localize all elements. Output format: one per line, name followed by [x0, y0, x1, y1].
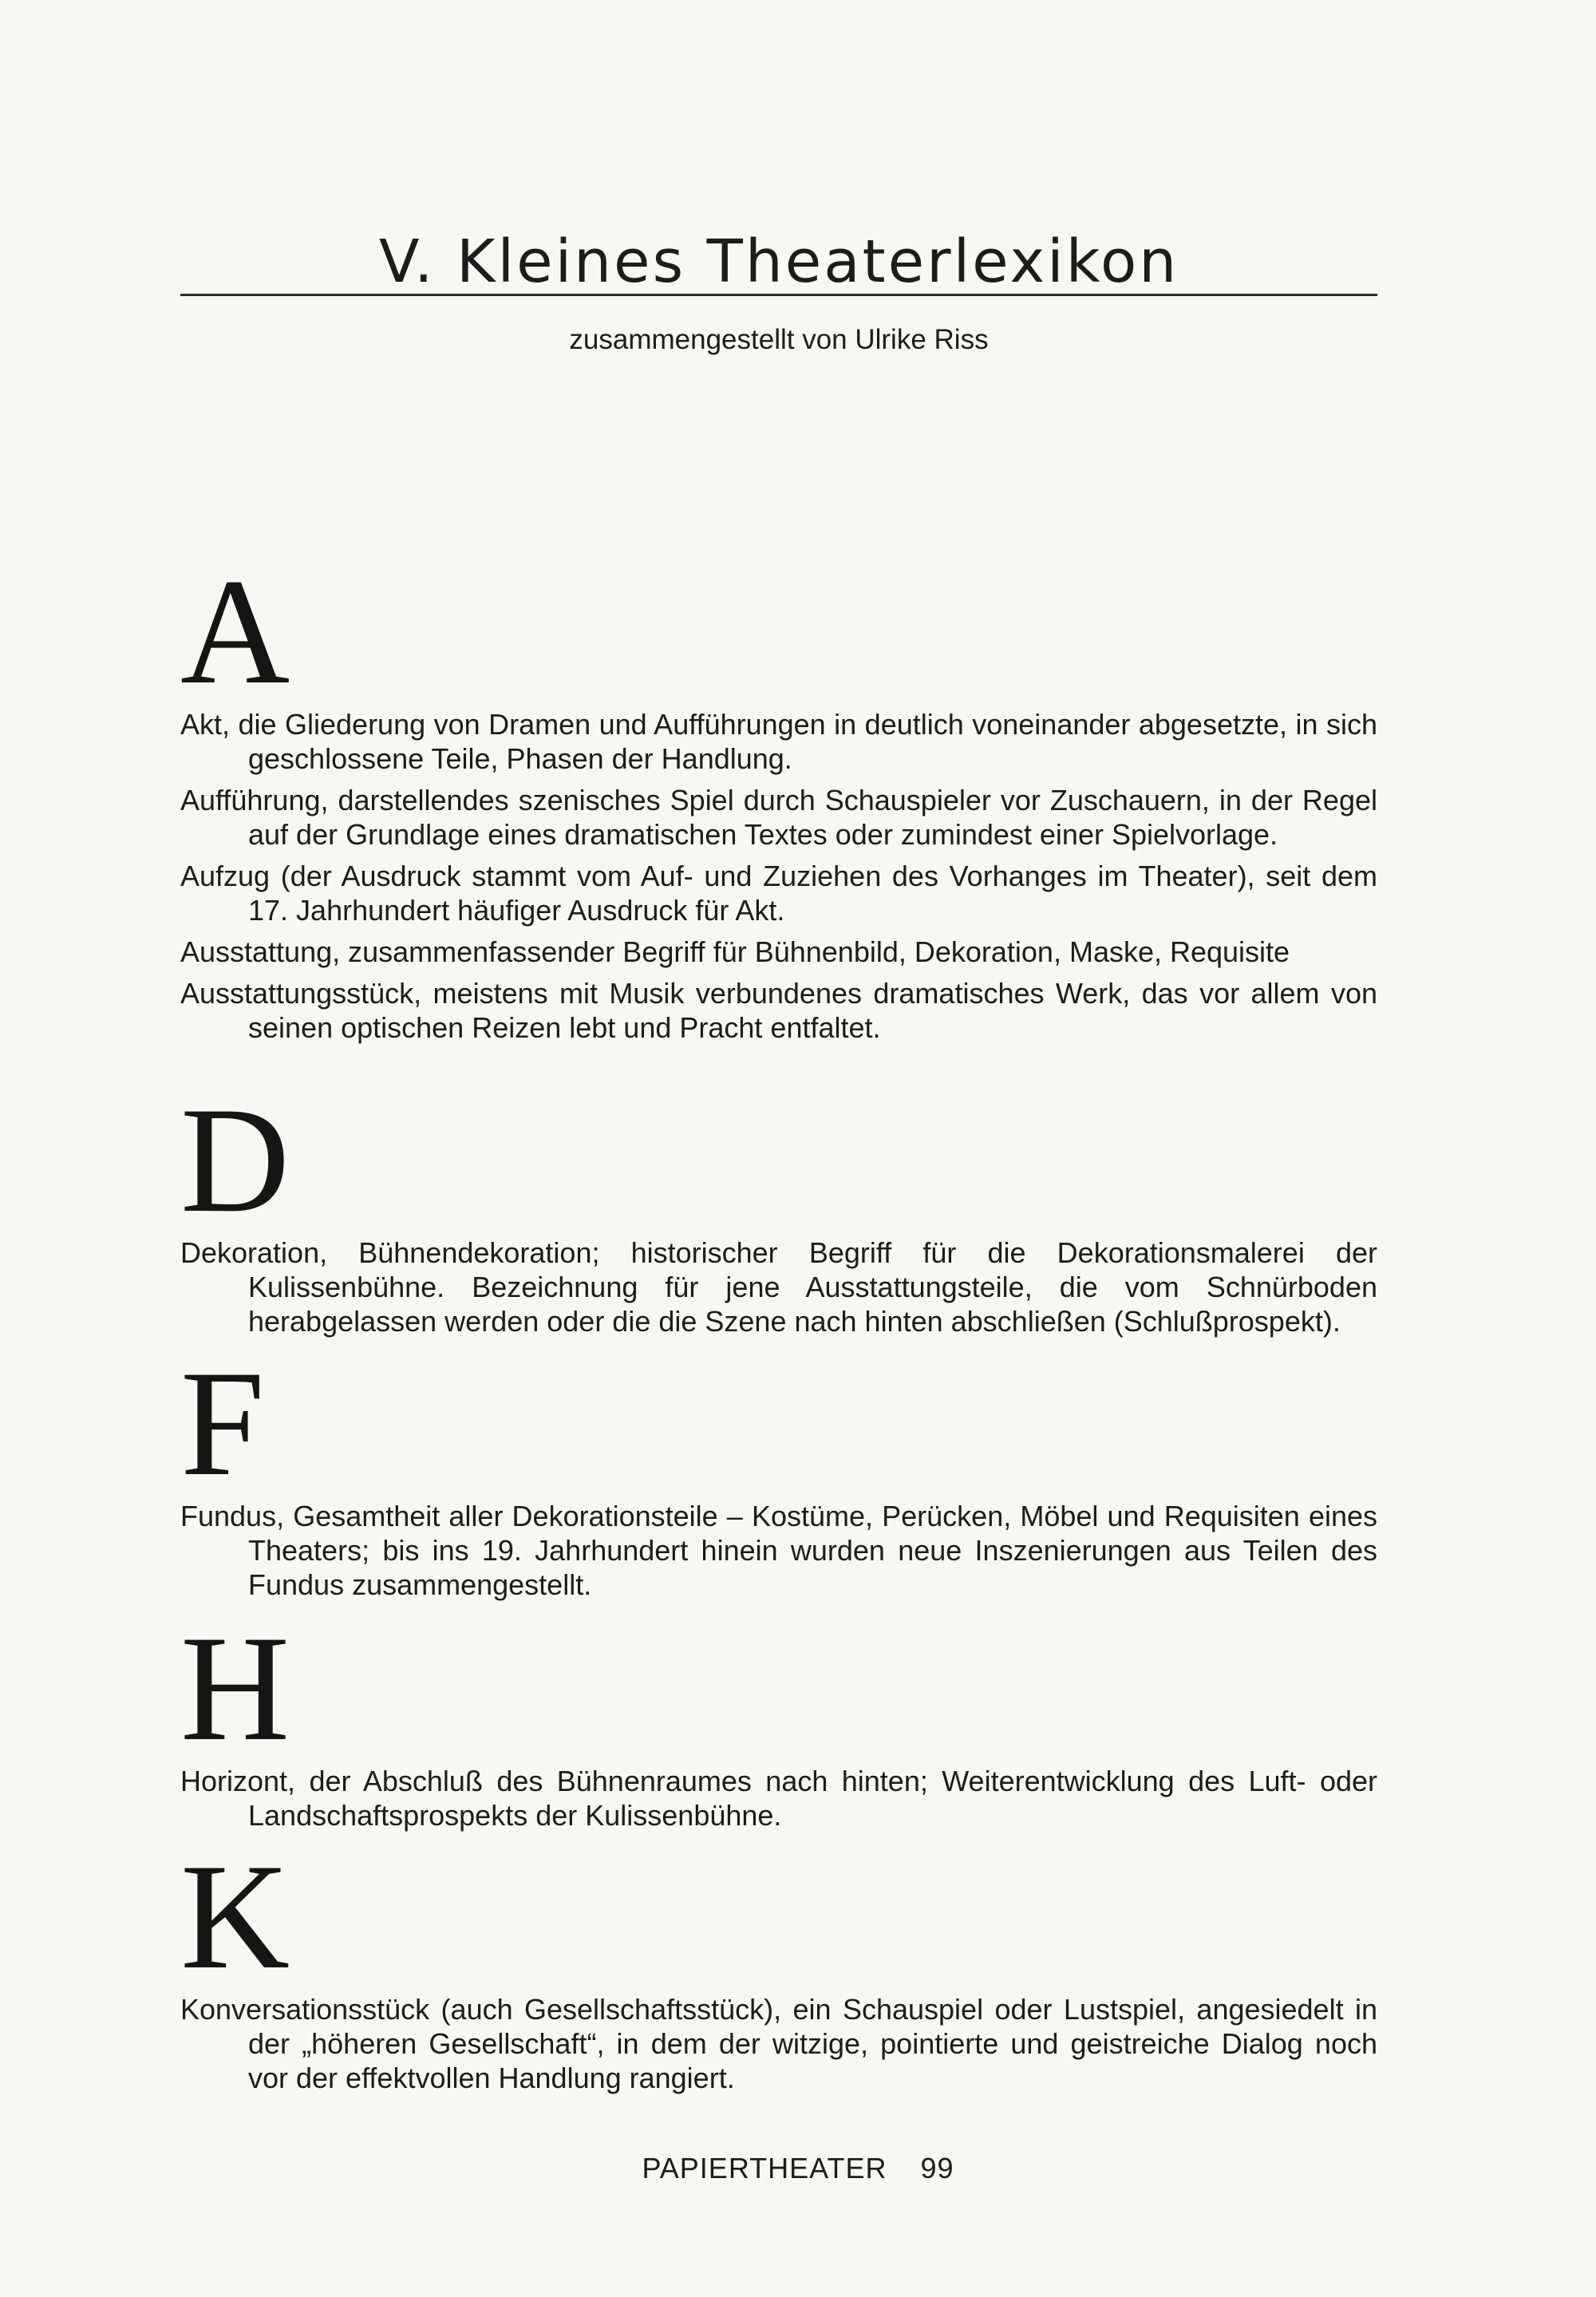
page-number: 99 [920, 2152, 954, 2184]
section-letter: D [180, 1077, 290, 1244]
section-a [180, 548, 1377, 1052]
title-block [180, 225, 1377, 296]
lexicon-entry: Dekoration, Bühnendekoration; historischer Begriff für die Dekorationsmalerei der Kulissenbühne. Bezeichnung für jene Ausstattungsteile, die vom Schnürboden herabgelassen werden oder die die Szene nach hinten abschließen (Schlußprospekt). [180, 1236, 1377, 1338]
page-footer [0, 2152, 1596, 2185]
section-d [180, 1077, 1377, 1346]
lexicon-entry: Akt, die Gliederung von Dramen und Aufführungen in deutlich voneinander abgesetzte, in sich geschlossene Teile, Phasen der Handlung. [180, 708, 1377, 775]
section-h [180, 1605, 1377, 1840]
section-letter: H [180, 1605, 290, 1773]
section-f [180, 1340, 1377, 1609]
lexicon-entry: Konversationsstück (auch Gesellschaftsstück), ein Schauspiel oder Lustspiel, angesiedelt in der „höheren Gesellschaft“, in dem der witzige, pointierte und geistreiche Dialog noch vor der effektvollen Handlung rangiert. [180, 1993, 1377, 2094]
section-letter: F [180, 1340, 265, 1508]
lexicon-entry: Ausstattung, zusammenfassender Begriff für Bühnenbild, Dekoration, Maske, Requisite [180, 935, 1290, 968]
running-title: PAPIERTHEATER [642, 2152, 887, 2184]
lexicon-entry: Ausstattungsstück, meistens mit Musik verbundenes dramatisches Werk, das vor allem von seinen optischen Reizen lebt und Pracht entfaltet. [180, 977, 1377, 1044]
page-subtitle: zusammengestellt von Ulrike Riss [569, 324, 989, 355]
lexicon-entry: Fundus, Gesamtheit aller Dekorationsteile – Kostüme, Perücken, Möbel und Requisiten eines Theaters; bis ins 19. Jahrhundert hinein wurden neue Inszenierungen aus Teilen des Fundus zusammengestellt. [180, 1500, 1377, 1601]
section-letter: A [180, 548, 290, 716]
lexicon-entry: Aufzug (der Ausdruck stammt vom Auf- und Zuziehen des Vorhanges im Theater), seit dem 17. Jahrhundert häufiger Ausdruck für Akt. [180, 860, 1377, 927]
section-letter: K [180, 1833, 290, 2001]
page-title: V. Kleines Theaterlexikon [378, 227, 1179, 296]
lexicon-entry: Horizont, der Abschluß des Bühnenraumes nach hinten; Weiterentwicklung des Luft- oder Landschaftsprospekts der Kulissenbühne. [180, 1765, 1377, 1832]
section-k [180, 1833, 1377, 2102]
lexicon-entry: Aufführung, darstellendes szenisches Spiel durch Schauspieler vor Zuschauern, in der Regel auf der Grundlage eines dramatischen Textes oder zumindest einer Spielvorlage. [180, 784, 1377, 851]
